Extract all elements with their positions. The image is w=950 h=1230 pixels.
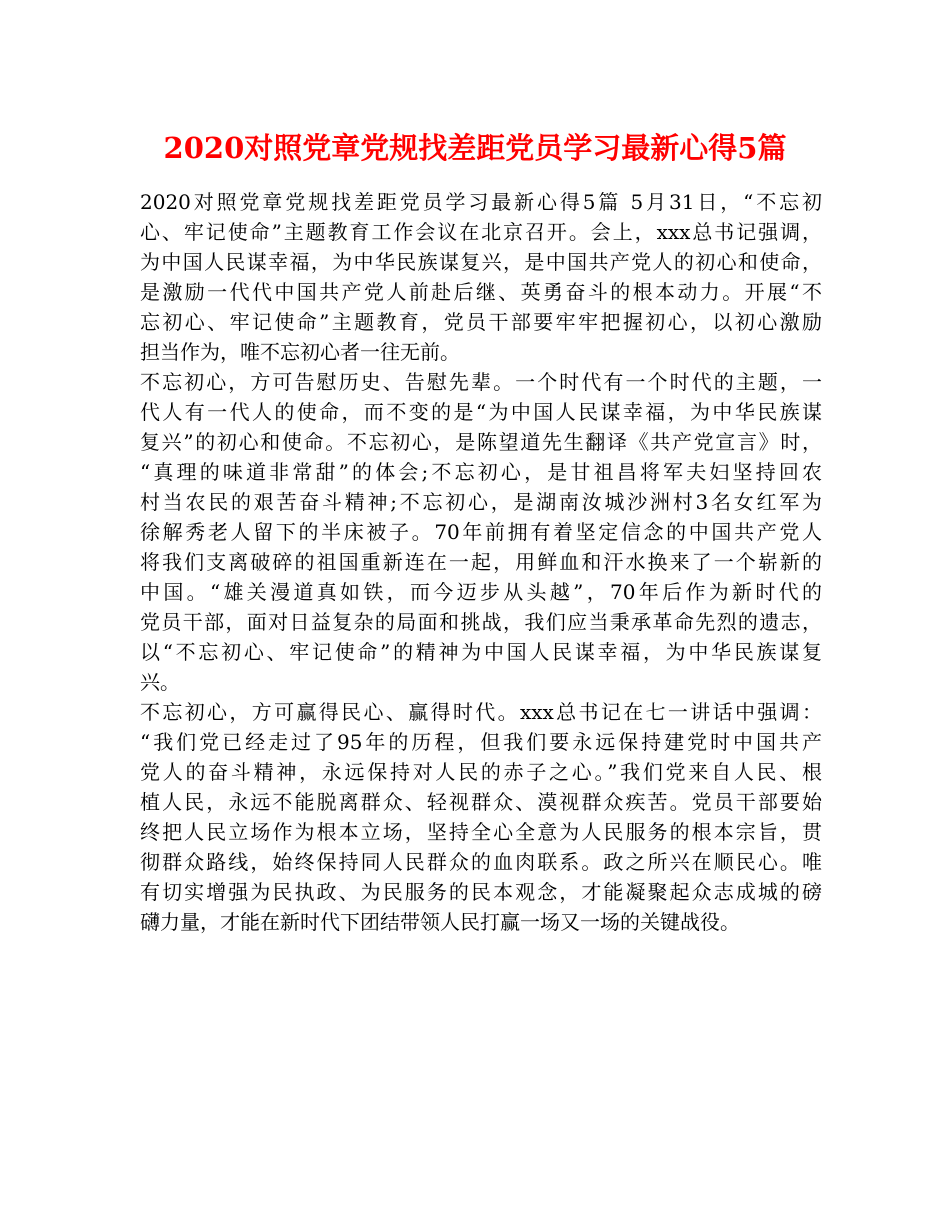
document-body <box>140 187 822 937</box>
text-line: 徐解秀老人留下的半床被子。70年前拥有着坚定信念的中国共产党人 <box>140 520 822 544</box>
document-title: 2020对照党章党规找差距党员学习最新心得5篇 <box>163 131 787 165</box>
text-line: 礴力量，才能在新时代下团结带领人民打赢一场又一场的关键战役。 <box>140 910 740 934</box>
paragraph-2 <box>140 367 822 697</box>
paragraph-1 <box>140 187 822 367</box>
text-line: 中国。“雄关漫道真如铁，而今迈步从头越”，70年后作为新时代的 <box>140 580 822 604</box>
text-line: 2020对照党章党规找差距党员学习最新心得5篇 5月31日，“不忘初 <box>140 190 822 214</box>
text-line: “真理的味道非常甜”的体会;不忘初心，是甘祖昌将军夫妇坚持回农 <box>140 460 822 484</box>
text-line: 不忘初心，方可告慰历史、告慰先辈。一个时代有一个时代的主题，一 <box>140 370 822 394</box>
paragraph-3 <box>140 697 822 937</box>
text-line: 将我们支离破碎的祖国重新连在一起，用鲜血和汗水换来了一个崭新的 <box>140 550 822 574</box>
text-line: 以“不忘初心、牢记使命”的精神为中国人民谋幸福，为中华民族谋复 <box>140 640 822 664</box>
text-line: 植人民，永远不能脱离群众、轻视群众、漠视群众疾苦。党员干部要始 <box>140 790 822 814</box>
text-line: 不忘初心，方可赢得民心、赢得时代。xxx总书记在七一讲话中强调： <box>140 700 822 724</box>
text-line: 是激励一代代中国共产党人前赴后继、英勇奋斗的根本动力。开展“不 <box>140 280 822 304</box>
text-line: 忘初心、牢记使命”主题教育，党员干部要牢牢把握初心，以初心激励 <box>140 310 822 334</box>
text-line: 彻群众路线，始终保持同人民群众的血肉联系。政之所兴在顺民心。唯 <box>140 850 822 874</box>
text-line: 终把人民立场作为根本立场，坚持全心全意为人民服务的根本宗旨，贯 <box>140 820 822 844</box>
text-line: “我们党已经走过了95年的历程，但我们要永远保持建党时中国共产 <box>140 730 822 754</box>
text-line: 心、牢记使命”主题教育工作会议在北京召开。会上，xxx总书记强调， <box>140 220 822 244</box>
text-line: 党人的奋斗精神，永远保持对人民的赤子之心。”我们党来自人民、根 <box>140 760 822 784</box>
text-line: 兴。 <box>140 670 180 694</box>
text-line: 村当农民的艰苦奋斗精神;不忘初心，是湖南汝城沙洲村3名女红军为 <box>140 490 822 514</box>
text-line: 担当作为，唯不忘初心者一往无前。 <box>140 340 460 364</box>
text-line: 有切实增强为民执政、为民服务的民本观念，才能凝聚起众志成城的磅 <box>140 880 822 904</box>
text-line: 为中国人民谋幸福，为中华民族谋复兴，是中国共产党人的初心和使命， <box>140 250 822 274</box>
text-line: 代人有一代人的使命，而不变的是“为中国人民谋幸福，为中华民族谋 <box>140 400 822 424</box>
text-line: 党员干部，面对日益复杂的局面和挑战，我们应当秉承革命先烈的遗志， <box>140 610 822 634</box>
text-line: 复兴”的初心和使命。不忘初心，是陈望道先生翻译《共产党宣言》时， <box>140 430 822 454</box>
